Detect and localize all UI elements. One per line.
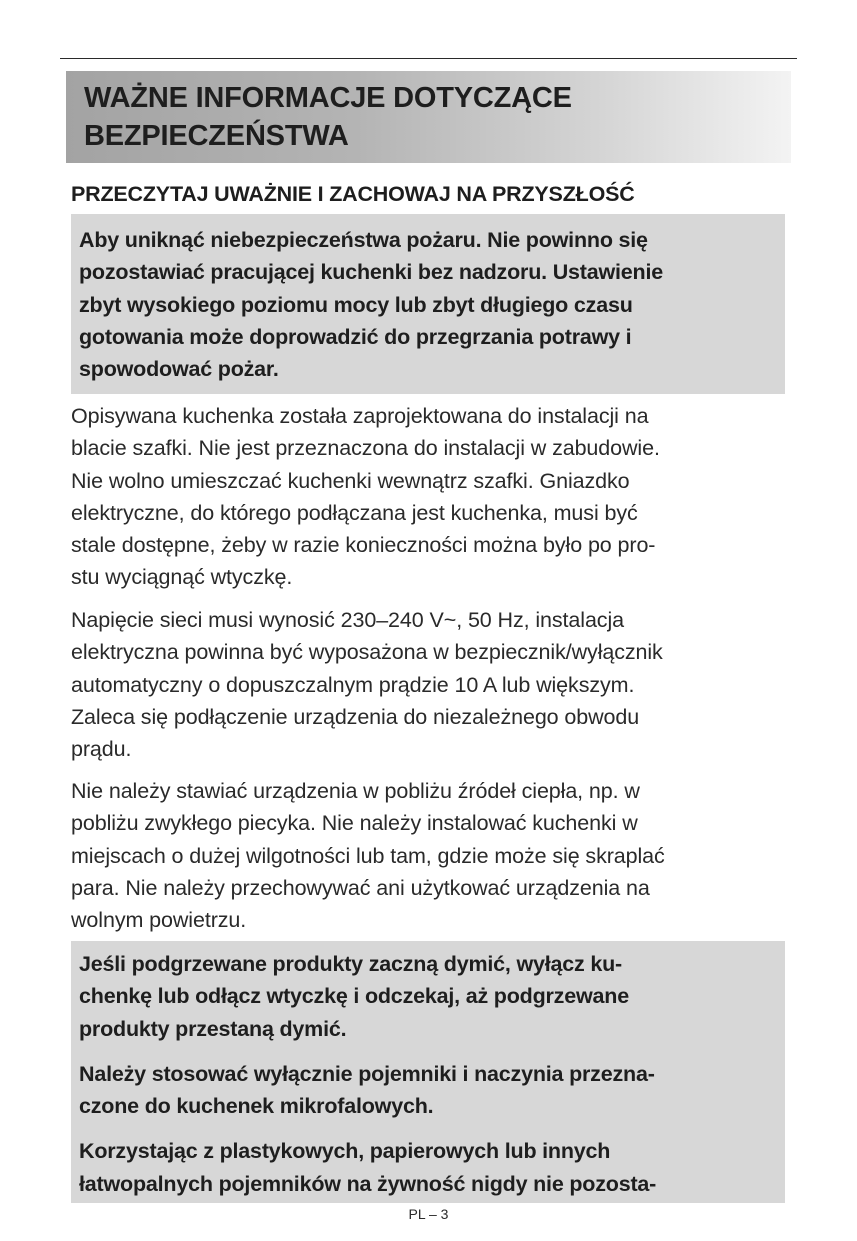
power-supply-paragraph: Napięcie sieci musi wynosić 230–240 V~, 50 Hz, instalacja elektryczna powinna być wyposażona w bezpiecznik/wyłącznik automatyczny o dopuszczalnym prądzie 10 A lub większym. Zaleca się podłączenie urządzenia do niezależnego obwodu prądu.	[71, 608, 663, 762]
flammable-containers-warning-text: Korzystając z plastykowych, papierowych lub innych łatwopalnych pojemników na żywność nigdy nie pozosta-	[79, 1139, 657, 1196]
fire-warning-text: Aby uniknąć niebezpieczeństwa pożaru. Nie powinno się pozostawiać pracującej kuchenki bez nadzoru. Ustawienie zbyt wysokiego poziomu mocy lub zbyt długiego czasu gotowania może doprowadzić do przegrzania potrawy i spowodować pożar.	[79, 228, 664, 382]
installation-paragraph: Opisywana kuchenka została zaprojektowana do instalacji na blacie szafki. Nie jest przeznaczona do instalacji w zabudowie. Nie wolno umieszczać kuchenki wewnątrz szafki. Gniazdko elektryczne, do którego podłączana jest kuchenka, musi być stale dostępne, żeby w razie konieczności można było po pro- stu wyciągnąć wtyczkę.	[71, 404, 660, 590]
section-subtitle: PRZECZYTAJ UWAŻNIE I ZACHOWAJ NA PRZYSZŁOŚĆ	[71, 182, 635, 206]
fire-warning-box	[71, 214, 785, 394]
usage-warning-box	[71, 941, 785, 1203]
top-divider	[60, 58, 797, 59]
page-number: PL – 3	[408, 1206, 449, 1222]
placement-paragraph: Nie należy stawiać urządzenia w pobliżu źródeł ciepła, np. w pobliżu zwykłego piecyka. Nie należy instalować kuchenki w miejscach o dużej wilgotności lub tam, gdzie może się skraplać para. Nie należy przechowywać ani użytkować urządzenia na wolnym powietrzu.	[71, 779, 665, 933]
containers-warning-text: Należy stosować wyłącznie pojemniki i naczynia przezna- czone do kuchenek mikrofalowych.	[79, 1061, 655, 1119]
smoke-warning-text: Jeśli podgrzewane produkty zaczną dymić, wyłącz ku- chenkę lub odłącz wtyczkę i odczekaj, aż podgrzewane produkty przestaną dymić.	[79, 952, 629, 1041]
title-banner	[66, 71, 791, 163]
page-title: WAŻNE INFORMACJE DOTYCZĄCE BEZPIECZEŃSTWA	[84, 82, 572, 152]
